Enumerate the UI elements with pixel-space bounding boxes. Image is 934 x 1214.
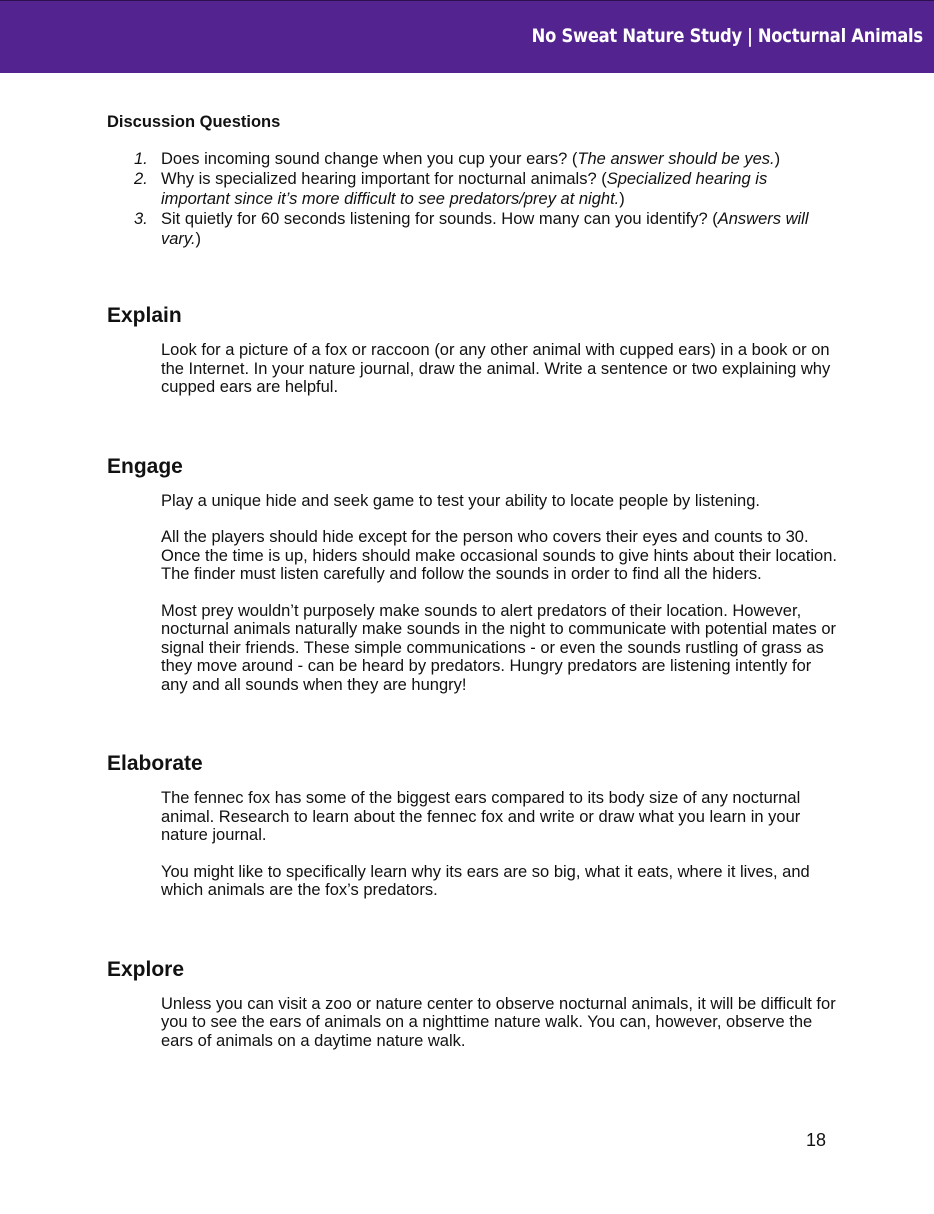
engage-paragraph: Play a unique hide and seek game to test your ability to locate people by listening. [161, 491, 760, 510]
header-separator: | [747, 25, 753, 47]
discussion-item [107, 169, 837, 209]
item-number: 1. [134, 150, 148, 168]
page-content [107, 112, 837, 1050]
explain-paragraph: Look for a picture of a fox or raccoon (or any other animal with cupped ears) in a book or on the Internet. In your nature journal, draw the animal. Write a sentence or two explaining why cupped ears are helpful. [161, 341, 831, 396]
explain-section [107, 304, 837, 397]
header-brand: No Sweat Nature Study [531, 25, 743, 47]
answer-text: Specialized hearing is important since it’s more difficult to see predators/prey at night. [161, 170, 768, 208]
page-number: 18 [805, 1130, 826, 1150]
explore-section [107, 958, 837, 1051]
discussion-item [107, 209, 837, 249]
item-number: 3. [134, 210, 148, 228]
header-bar [0, 0, 934, 73]
engage-title: Engage [107, 454, 183, 478]
header-topic: Nocturnal Animals [758, 25, 923, 47]
question-text: Sit quietly for 60 seconds listening for sounds. How many can you identify? ( [161, 210, 718, 228]
discussion-item [107, 149, 837, 169]
answer-text: Answers will vary. [161, 210, 809, 248]
elaborate-paragraph: You might like to specifically learn why its ears are so big, what it eats, where it lives, and which animals are the fox’s predators. [161, 862, 810, 899]
close-paren: ) [195, 230, 202, 248]
engage-section [107, 455, 837, 695]
engage-paragraph: All the players should hide except for the person who covers their eyes and counts to 30. Once the time is up, hiders should make occasional sounds to give hints about their location. The finder must listen carefully and follow the sounds in order to find all the hiders. [161, 528, 837, 583]
question-text: Does incoming sound change when you cup your ears? ( [161, 150, 578, 168]
close-paren: ) [619, 190, 625, 208]
close-paren: ) [774, 150, 781, 168]
explore-title: Explore [107, 957, 185, 981]
elaborate-paragraph: The fennec fox has some of the biggest ears compared to its body size of any nocturnal animal. Research to learn about the fennec fox and write or draw what you learn in your nature journal. [161, 789, 801, 844]
elaborate-title: Elaborate [107, 752, 203, 775]
header-title [532, 25, 923, 47]
explain-title: Explain [107, 304, 182, 327]
engage-paragraph: Most prey wouldn’t purposely make sounds to alert predators of their location. However, nocturnal animals naturally make sounds in the night to communicate with potential mates or signal their friends. These simple communications - or even the sounds rustling of grass as they move around - can be heard by predators. Hungry predators are listening intently for any and all sounds when they are hungry! [161, 601, 837, 694]
question-text: Why is specialized hearing important for nocturnal animals? ( [161, 170, 607, 188]
explore-paragraph: Unless you can visit a zoo or nature center to observe nocturnal animals, it will be difficult for you to see the ears of animals on a nighttime nature walk. You can, however, observe the ears of animals on a daytime nature walk. [161, 994, 836, 1050]
item-number: 2. [134, 170, 148, 188]
discussion-list [107, 149, 837, 249]
discussion-heading: Discussion Questions [107, 113, 281, 131]
elaborate-section [107, 752, 837, 900]
answer-text: The answer should be yes. [577, 150, 775, 168]
